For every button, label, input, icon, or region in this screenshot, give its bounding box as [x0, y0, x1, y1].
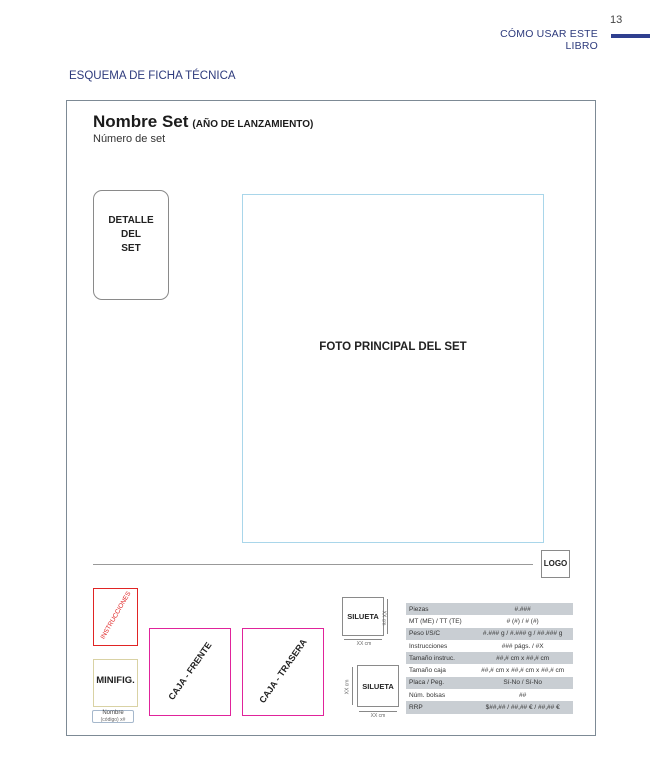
silhouette-front-width-line	[344, 639, 382, 640]
set-number-label: Número de set	[93, 133, 166, 145]
silhouette-front-width-label: XX cm	[356, 641, 372, 647]
divider-line	[93, 564, 533, 565]
main-photo-placeholder	[242, 194, 544, 543]
table-row	[406, 689, 573, 701]
running-header-title: CÓMO USAR ESTE LIBRO	[500, 28, 598, 52]
table-row	[406, 628, 573, 640]
page-number: 13	[610, 14, 623, 26]
set-detail-label	[93, 214, 169, 256]
table-row	[406, 701, 573, 713]
spec-label: RRP	[406, 701, 472, 713]
instructions-label: INSTRUCCIONES	[99, 590, 133, 641]
table-row	[406, 652, 573, 664]
minifig-tag-code: (código) x#	[100, 717, 126, 723]
spec-label: Peso I/S/C	[406, 628, 472, 640]
release-year-label: (AÑO DE LANZAMIENTO)	[192, 119, 314, 130]
silhouette-front-label: SILUETA	[347, 612, 379, 621]
detail-line-3: SET	[121, 243, 141, 254]
section-title: ESQUEMA DE FICHA TÉCNICA	[69, 70, 236, 82]
spec-value: ### págs. / #X	[501, 642, 544, 650]
spec-value: $##,## / ##,## € / ##,## €	[472, 701, 573, 713]
header-accent-bar	[611, 34, 650, 38]
spec-value: #.### g / #.### g / ##.### g	[472, 628, 573, 640]
spec-value: Sí-No / Sí-No	[472, 677, 573, 689]
spec-label: Piezas	[406, 603, 472, 615]
table-row	[406, 603, 573, 615]
logo-label: LOGO	[543, 559, 568, 568]
spec-label: Tamaño instruc.	[406, 652, 472, 664]
silhouette-side-width-label: XX cm	[370, 713, 386, 719]
spec-value: ##	[519, 691, 527, 699]
minifig-tag-name: Nombre	[102, 710, 124, 716]
table-row	[406, 664, 573, 676]
spec-label: Núm. bolsas	[409, 691, 446, 699]
silhouette-side-width-line	[359, 711, 397, 712]
spec-label: Placa / Peg.	[406, 677, 472, 689]
spec-label: Tamaño caja	[409, 667, 446, 675]
detail-line-2: DEL	[121, 229, 141, 240]
table-row	[406, 677, 573, 689]
spec-value: #.###	[472, 603, 573, 615]
silhouette-side-height-line	[352, 667, 353, 705]
set-name-heading	[93, 112, 313, 132]
detail-line-1: DETALLE	[108, 215, 154, 226]
table-row	[406, 640, 573, 652]
minifig-label: MINIFIG.	[96, 675, 135, 686]
set-name: Nombre Set	[93, 112, 189, 131]
spec-label: Instrucciones	[409, 642, 448, 650]
silhouette-side-height-label: XX cm	[344, 679, 351, 695]
spec-value: # (#) / # (#)	[506, 617, 539, 625]
spec-value: ##,# cm x ##,# cm x ##,# cm	[481, 667, 565, 675]
silhouette-side-label: SILUETA	[362, 682, 394, 691]
specs-table	[406, 603, 573, 714]
silhouette-front-height-line	[387, 599, 388, 634]
table-row	[406, 615, 573, 627]
silhouette-front-height-label: XX cm	[380, 610, 387, 626]
box-front-label: CAJA - FRENTE	[166, 640, 214, 702]
spec-label: MT (ME) / TT (TE)	[409, 617, 462, 625]
spec-value: ##,# cm x ##,# cm	[472, 652, 573, 664]
box-back-label: CAJA - TRASERA	[257, 637, 309, 705]
main-photo-label: FOTO PRINCIPAL DEL SET	[319, 341, 467, 353]
